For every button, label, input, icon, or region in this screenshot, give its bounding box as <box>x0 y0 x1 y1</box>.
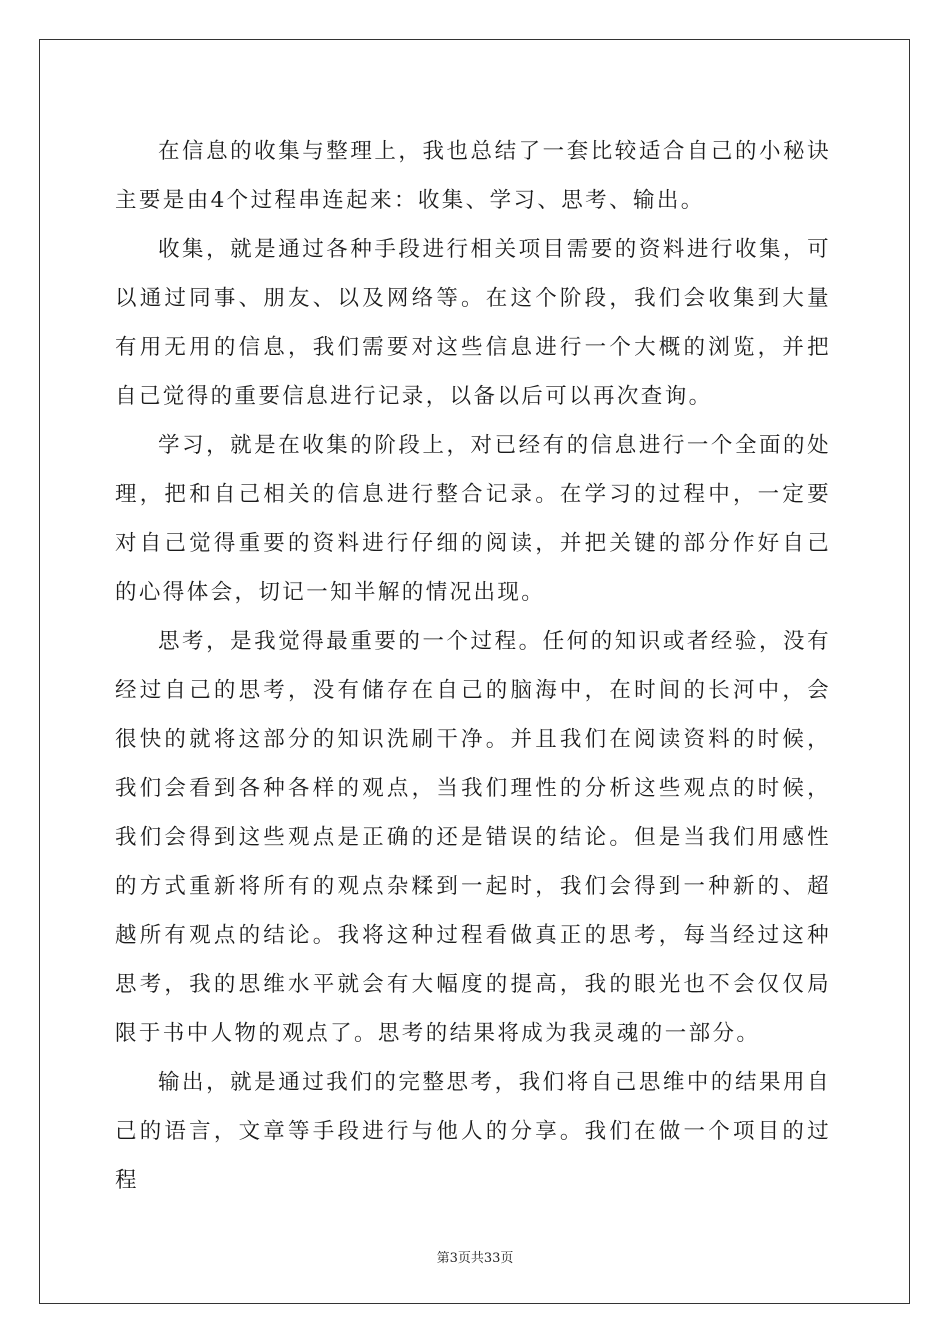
paragraph-3: 学习，就是在收集的阶段上，对已经有的信息进行一个全面的处理，把和自己相关的信息进行整合记录。在学习的过程中，一定要对自己觉得重要的资料进行仔细的阅读，并把关键的部分作好自己的心得体会，切记一知半解的情况出现。 <box>115 433 831 605</box>
document-body <box>115 127 831 1205</box>
paragraph-2: 收集，就是通过各种手段进行相关项目需要的资料进行收集，可以通过同事、朋友、以及网络等。在这个阶段，我们会收集到大量有用无用的信息，我们需要对这些信息进行一个大概的浏览，并把自己觉得的重要信息进行记录，以备以后可以再次查询。 <box>115 237 831 409</box>
paragraph-5: 输出，就是通过我们的完整思考，我们将自己思维中的结果用自己的语言，文章等手段进行与他人的分享。我们在做一个项目的过程 <box>115 1070 831 1193</box>
paragraph-1: 在信息的收集与整理上，我也总结了一套比较适合自己的小秘诀主要是由4个过程串连起来：收集、学习、思考、输出。 <box>115 139 831 213</box>
page-total: 共33页 <box>470 1251 514 1266</box>
paragraph-4: 思考，是我觉得最重要的一个过程。任何的知识或者经验，没有经过自己的思考，没有储存在自己的脑海中，在时间的长河中，会很快的就将这部分的知识洗刷干净。并且我们在阅读资料的时候，我们会看到各种各样的观点，当我们理性的分析这些观点的时候，我们会得到这些观点是正确的还是错误的结论。但是当我们用感性的方式重新将所有的观点杂糅到一起时，我们会得到一种新的、超越所有观点的结论。我将这种过程看做真正的思考，每当经过这种思考，我的思维水平就会有大幅度的提高，我的眼光也不会仅仅局限于书中人物的观点了。思考的结果将成为我灵魂的一部分。 <box>115 629 831 1046</box>
page-footer <box>0 1247 950 1266</box>
page-number: 第3页 <box>436 1251 471 1266</box>
